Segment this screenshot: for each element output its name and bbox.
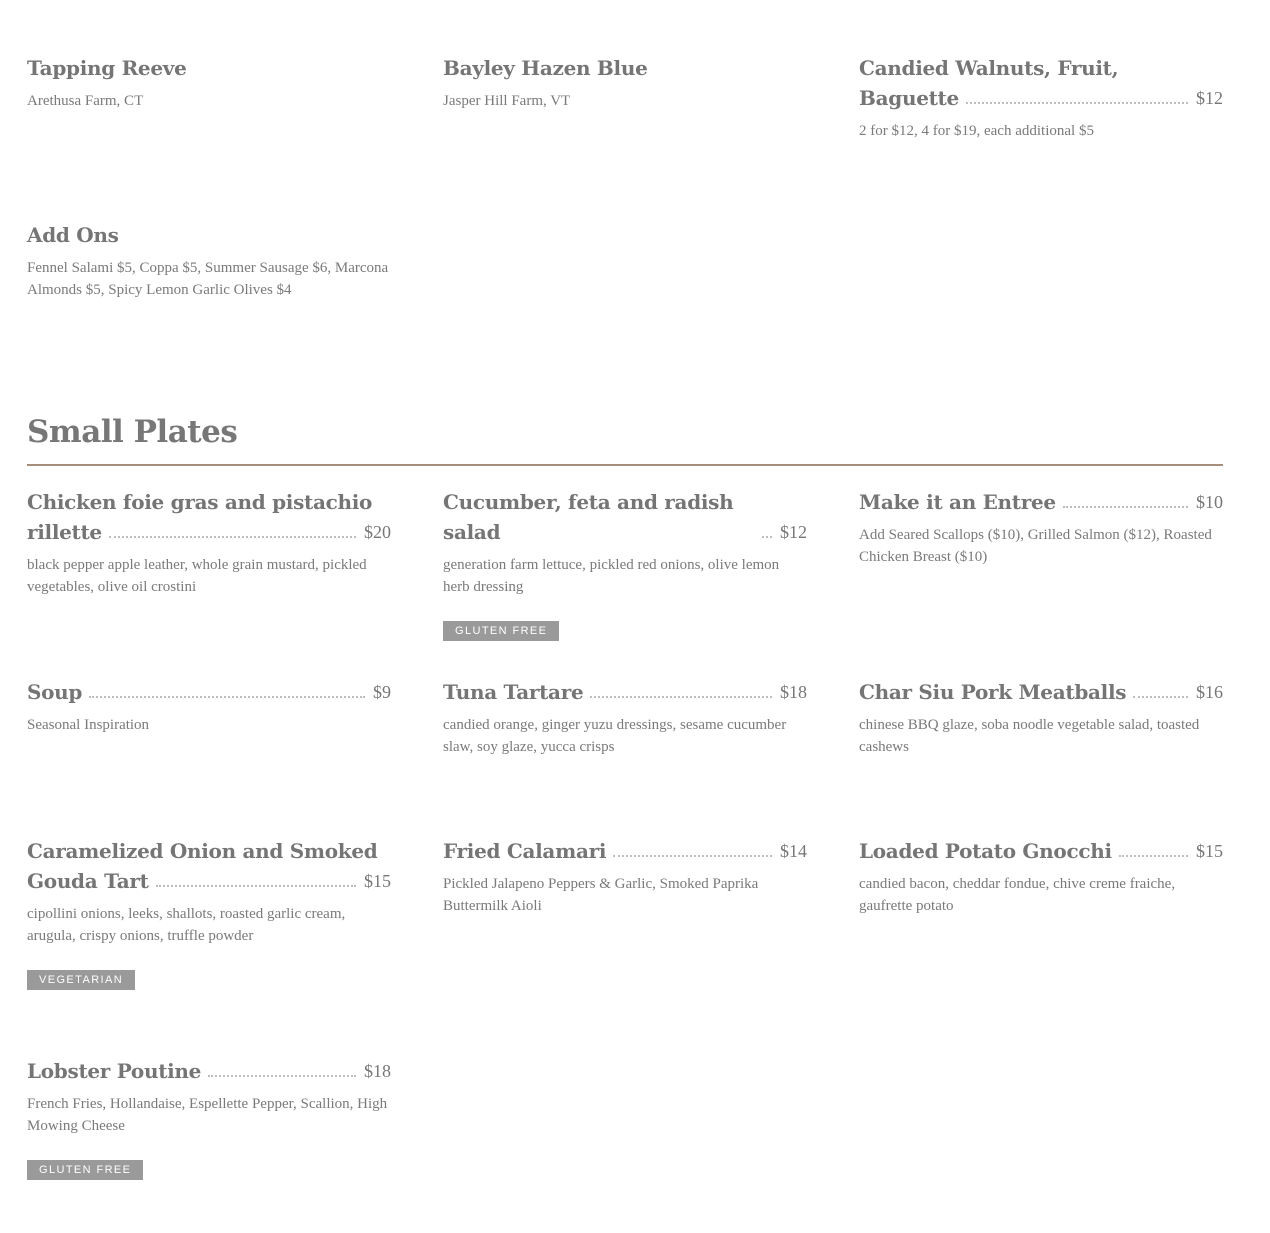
price-leader [1133, 696, 1188, 698]
item-name: Loaded Potato Gnocchi [859, 839, 1112, 863]
item-description: black pepper apple leather, whole grain mustard, pickled vegetables, olive oil crostini [27, 557, 367, 595]
item-name-line2: rillette [27, 520, 102, 544]
item-name-row [27, 53, 391, 83]
price-leader [1063, 506, 1188, 508]
price-leader [109, 536, 356, 538]
item-price: $20 [364, 522, 391, 542]
item-name-row [443, 836, 807, 866]
menu-item [27, 53, 391, 112]
item-price: $12 [1196, 88, 1223, 108]
item-name-row [859, 836, 1223, 866]
item-name-row [443, 677, 807, 707]
price-leader [613, 855, 772, 857]
price-leader [1119, 855, 1188, 857]
item-description: Jasper Hill Farm, VT [443, 93, 571, 109]
price-leader [89, 696, 365, 698]
item-price: $9 [373, 682, 391, 702]
item-name-line1: Chicken foie gras and pistachio [27, 490, 373, 514]
item-name-line1: Candied Walnuts, Fruit, [859, 56, 1119, 80]
item-name-line2: Baguette [859, 86, 959, 110]
item-name: Tuna Tartare [443, 680, 584, 704]
item-description: Seasonal Inspiration [27, 717, 150, 733]
item-description: Pickled Jalapeno Peppers & Garlic, Smoked Paprika Buttermilk Aioli [443, 876, 759, 914]
section-title: Small Plates [27, 414, 238, 450]
item-price: $16 [1196, 682, 1223, 702]
item-description: generation farm lettuce, pickled red onions, olive lemon herb dressing [443, 557, 780, 595]
item-name-row [859, 677, 1223, 707]
item-name-row [27, 220, 391, 250]
item-name-row [443, 487, 807, 547]
menu-item [443, 487, 807, 641]
price-leader [762, 536, 772, 538]
menu-item [27, 487, 391, 598]
price-leader [590, 696, 772, 698]
item-price: $18 [780, 682, 807, 702]
item-description: candied bacon, cheddar fondue, chive creme fraiche, gaufrette potato [859, 876, 1176, 914]
gluten-free-badge: GLUTEN FREE [443, 621, 559, 641]
item-name-line1: Caramelized Onion and Smoked [27, 839, 378, 863]
item-description: 2 for $12, 4 for $19, each additional $5 [859, 123, 1094, 139]
item-price: $10 [1196, 492, 1223, 512]
item-name: Add Ons [27, 223, 119, 247]
item-name-row [27, 677, 391, 707]
item-name: Tapping Reeve [27, 56, 187, 80]
menu-item [443, 677, 807, 758]
item-description: Fennel Salami $5, Coppa $5, Summer Sausage $6, Marcona Almonds $5, Spicy Lemon Garlic Olives $4 [27, 260, 389, 298]
item-description: French Fries, Hollandaise, Espellette Pepper, Scallion, High Mowing Cheese [27, 1096, 388, 1134]
menu-item-addons [27, 220, 391, 301]
item-name: Soup [27, 680, 83, 704]
item-name-row [27, 866, 391, 896]
menu-item [443, 836, 807, 917]
item-description: Add Seared Scallops ($10), Grilled Salmon ($12), Roasted Chicken Breast ($10) [859, 527, 1212, 565]
item-name-row [27, 517, 391, 547]
item-price: $12 [780, 522, 807, 542]
item-name: Char Siu Pork Meatballs [859, 680, 1127, 704]
item-name: Make it an Entree [859, 490, 1056, 514]
menu-item [859, 677, 1223, 758]
item-name-row [859, 487, 1223, 517]
menu-item [27, 1056, 391, 1180]
item-name-row [859, 83, 1223, 113]
menu-item [859, 487, 1223, 568]
item-name: Lobster Poutine [27, 1059, 202, 1083]
item-name: Fried Calamari [443, 839, 607, 863]
item-name-line2: Gouda Tart [27, 869, 149, 893]
section-divider [27, 464, 1223, 466]
menu-item [27, 836, 391, 990]
item-name: Bayley Hazen Blue [443, 56, 648, 80]
price-leader [208, 1075, 356, 1077]
item-price: $15 [364, 871, 391, 891]
price-leader [156, 885, 356, 887]
item-description: chinese BBQ glaze, soba noodle vegetable salad, toasted cashews [859, 717, 1200, 755]
item-name-row [443, 53, 807, 83]
item-description: candied orange, ginger yuzu dressings, sesame cucumber slaw, soy glaze, yucca crisps [443, 717, 787, 755]
vegetarian-badge: VEGETARIAN [27, 970, 135, 990]
menu-item [859, 53, 1223, 142]
price-leader [966, 102, 1188, 104]
item-price: $15 [1196, 841, 1223, 861]
menu-item [859, 836, 1223, 917]
item-description: cipollini onions, leeks, shallots, roasted garlic cream, arugula, crispy onions, truffle powder [27, 906, 346, 944]
item-price: $14 [780, 841, 807, 861]
gluten-free-badge: GLUTEN FREE [27, 1160, 143, 1180]
item-name: Cucumber, feta and radish salad [443, 490, 734, 544]
item-price: $18 [364, 1061, 391, 1081]
item-description: Arethusa Farm, CT [27, 93, 144, 109]
menu-item [27, 677, 391, 736]
menu-item [443, 53, 807, 112]
item-name-row [27, 1056, 391, 1086]
